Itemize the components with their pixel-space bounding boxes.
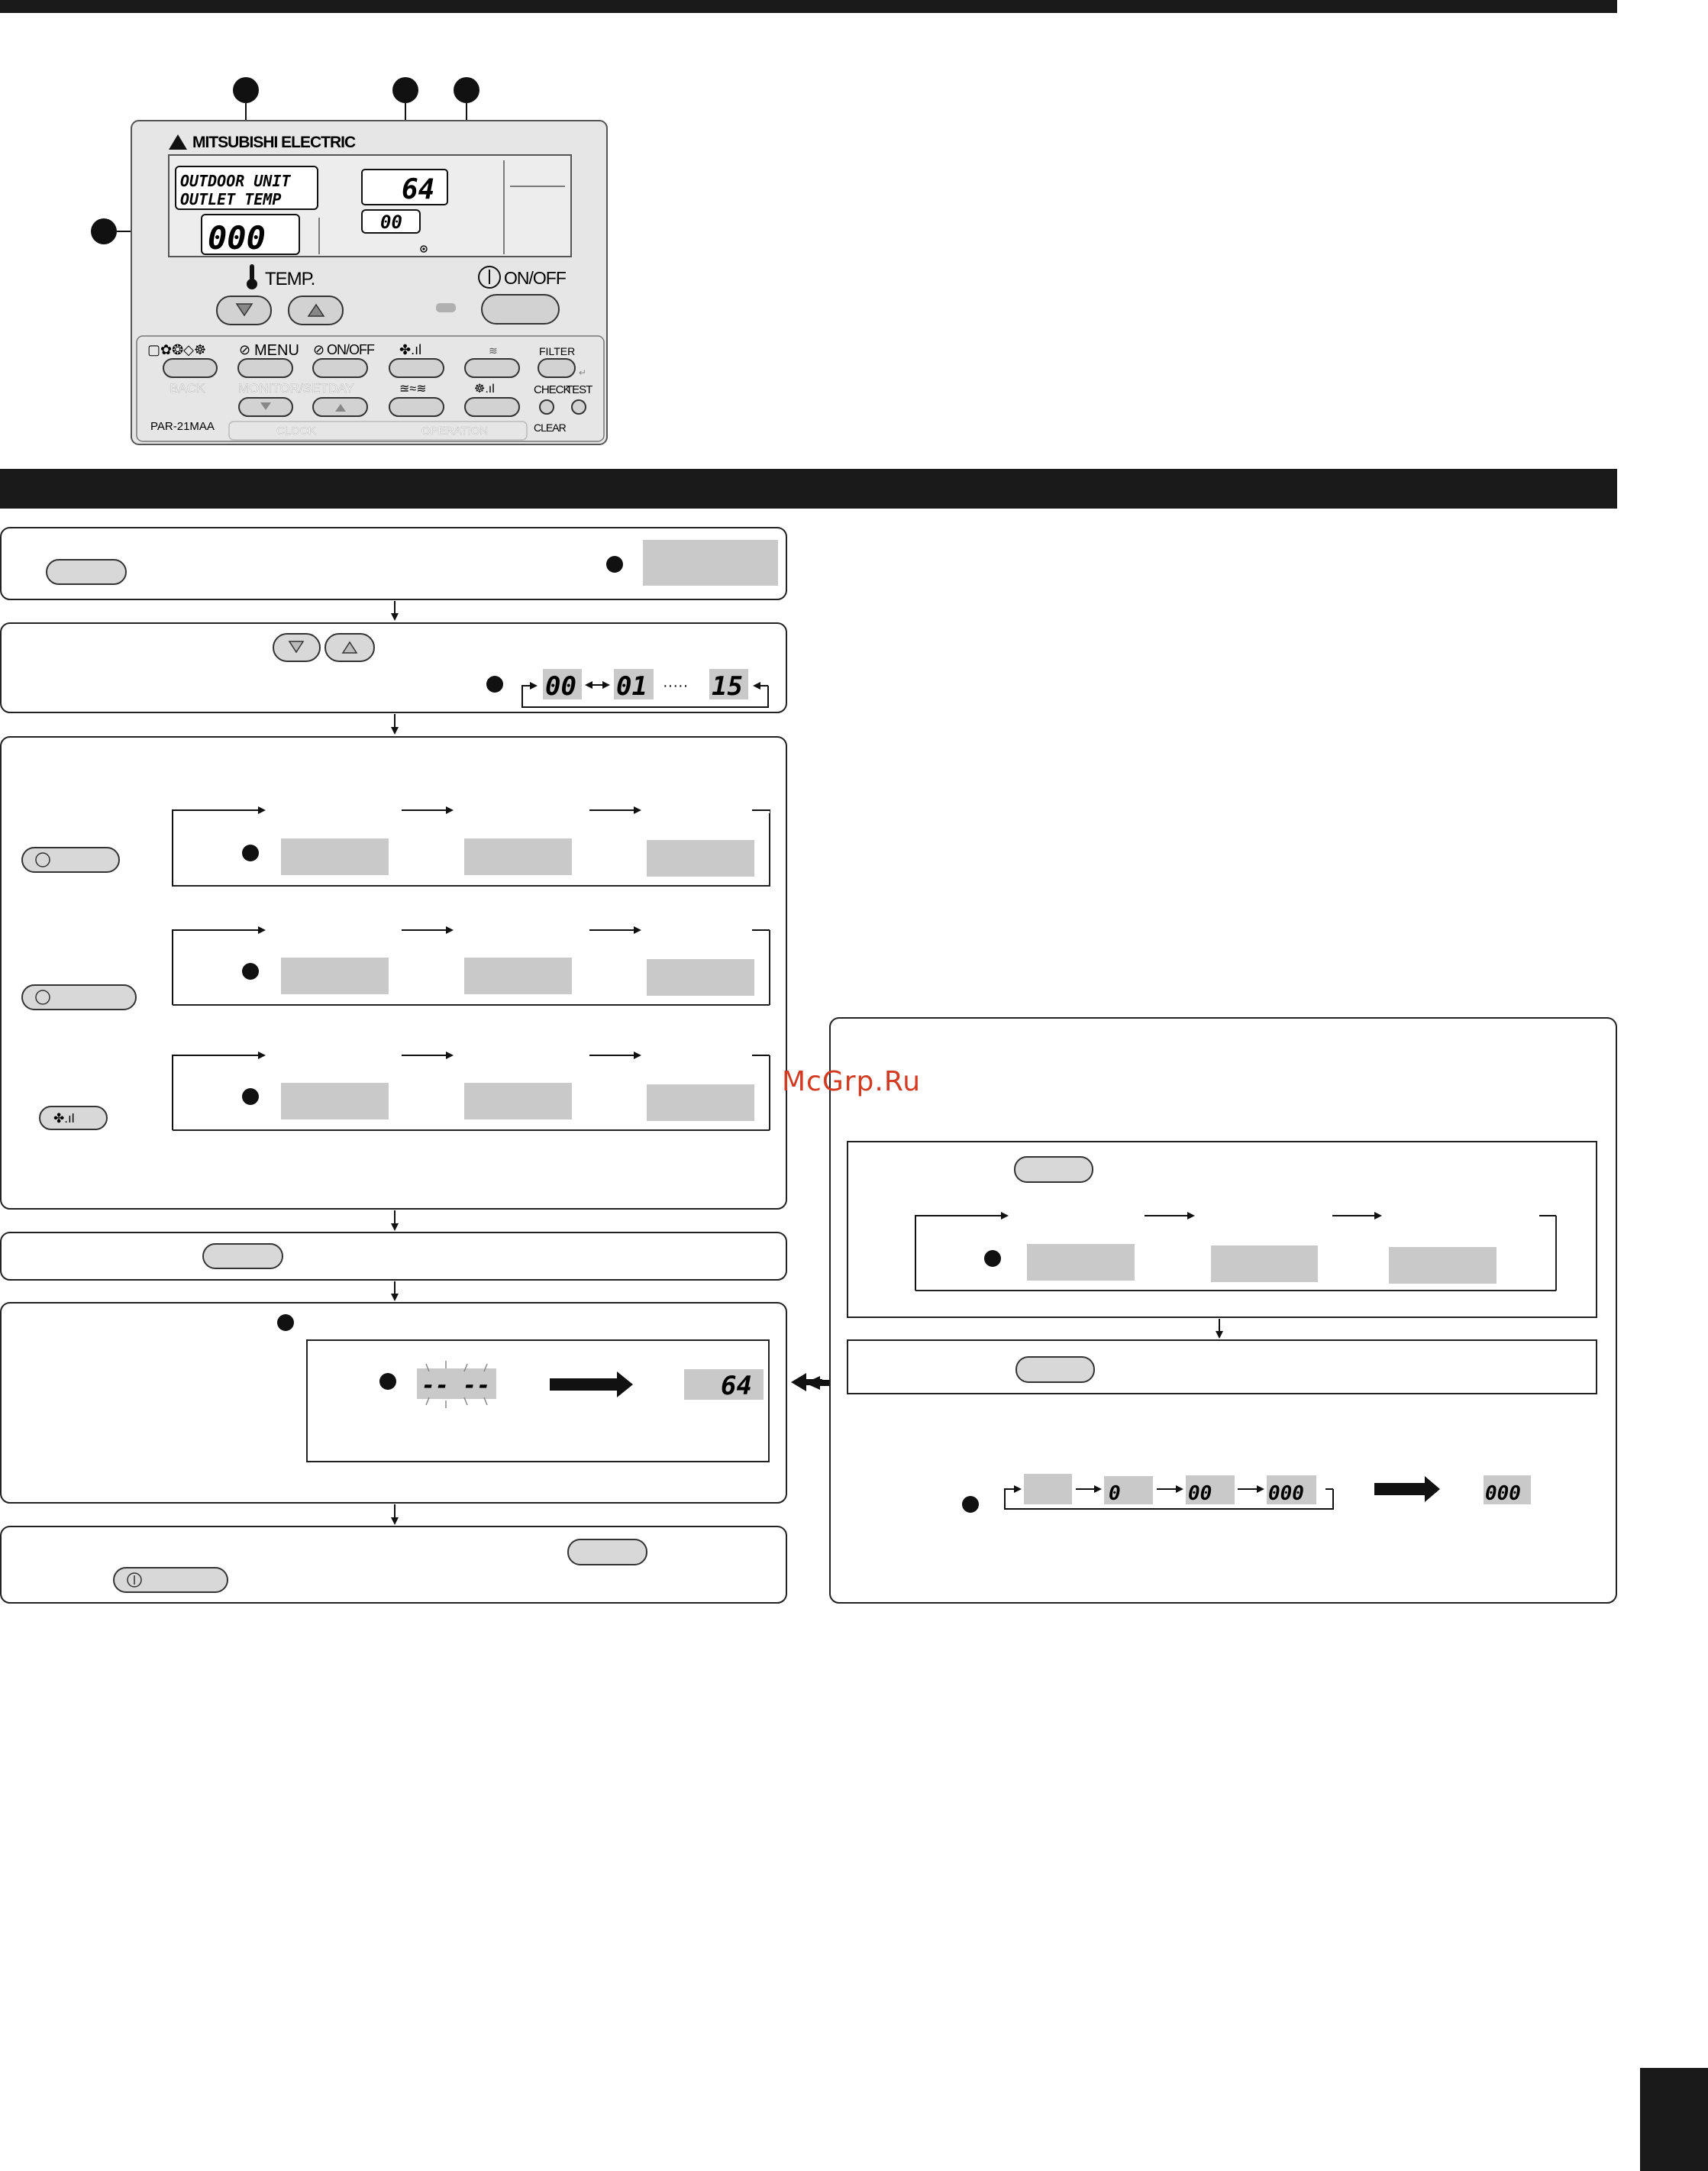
right-step-button-2[interactable] (1016, 1357, 1094, 1382)
step-5-box (1, 1303, 786, 1503)
test-button[interactable] (572, 400, 586, 414)
display-placeholder (643, 540, 778, 586)
address-15: 15 (712, 671, 743, 702)
lcd-line-2: OUTLET TEMP (180, 190, 282, 208)
vane-button[interactable] (465, 359, 519, 377)
test-label: TEST (566, 383, 592, 396)
onoff-button[interactable] (482, 295, 559, 324)
menu-button[interactable] (238, 359, 292, 377)
check-button[interactable] (540, 400, 554, 414)
menu-label: MENU (254, 342, 299, 359)
lcd-code: 000 (208, 219, 266, 257)
fan-speed-icon: ✤.ıl (399, 342, 422, 357)
clear-label: CLEAR (534, 422, 566, 434)
monitor-label: MONITOR/SET (238, 381, 328, 396)
watermark: McGrp.Ru (782, 1066, 922, 1097)
code-step-2: 00 (1188, 1482, 1212, 1505)
step-1-button[interactable] (47, 560, 126, 584)
right-procedure-box (830, 1018, 1616, 1603)
code-step-3: 000 (1268, 1482, 1304, 1505)
check-label: CHECK (534, 383, 570, 396)
address-00: 00 (545, 671, 576, 702)
result-display: 64 (721, 1371, 752, 1401)
callout-marker (233, 77, 259, 103)
callout-marker (454, 77, 479, 103)
callout-marker (392, 77, 418, 103)
brand-label: MITSUBISHI ELECTRIC (192, 134, 356, 151)
address-01: 01 (616, 671, 647, 702)
lcd-line-1: OUTDOOR UNIT (180, 172, 291, 190)
remote-controller (91, 77, 607, 444)
temp-label: TEMP. (265, 269, 315, 289)
step-4-button[interactable] (203, 1244, 283, 1268)
model-label: PAR-21MAA (150, 420, 215, 433)
day-label: DAY (328, 381, 354, 396)
ventilation-icon: ☸.ıl (474, 383, 495, 396)
timer-onoff-button[interactable] (313, 359, 367, 377)
vane-icon: ≋ (489, 344, 498, 357)
clock-label: CLOCK (276, 425, 316, 438)
step-1-box (1, 528, 786, 599)
step-4-box (1, 1232, 786, 1280)
right-step-2-box (848, 1340, 1597, 1394)
step-3-box (1, 737, 786, 1209)
right-step-button-1[interactable] (1015, 1157, 1093, 1182)
mode-icons: ▢✿❂◇☸ (147, 342, 207, 357)
onoff-button-2[interactable] (114, 1568, 228, 1592)
step-6-button[interactable] (568, 1539, 647, 1565)
step-2-box (1, 623, 786, 712)
code-step-1: 0 (1109, 1482, 1121, 1505)
lcd-value: 64 (402, 174, 435, 205)
lcd-address: 00 (380, 212, 402, 233)
step-6-box (1, 1526, 786, 1603)
filter-label: FILTER (539, 345, 576, 357)
blink-display: -- -- (421, 1372, 491, 1399)
ventilation-button[interactable] (465, 398, 519, 416)
timer-onoff-label: ON/OFF (327, 342, 374, 357)
onoff-label: ON/OFF (504, 268, 566, 288)
svg-text:↵: ↵ (579, 367, 587, 378)
svg-text:⊘: ⊘ (239, 342, 251, 357)
svg-text:⊘: ⊘ (313, 342, 325, 357)
back-label: BACK (170, 381, 205, 396)
timer-button[interactable] (22, 848, 119, 872)
operation-label: OPERATION (421, 425, 489, 438)
callout-marker (91, 218, 117, 244)
fan-speed-icon: ✤.ıl (53, 1111, 75, 1126)
timer-onoff-button-2[interactable] (22, 985, 136, 1010)
louver-button[interactable] (389, 398, 444, 416)
mode-button[interactable] (163, 359, 217, 377)
operation-lamp (436, 303, 456, 312)
fan-speed-button[interactable] (389, 359, 444, 377)
address-dots: ····· (663, 677, 689, 694)
filter-button[interactable] (538, 359, 575, 377)
code-result: 000 (1485, 1482, 1521, 1505)
louver-icon: ≊≈≋ (399, 383, 427, 396)
